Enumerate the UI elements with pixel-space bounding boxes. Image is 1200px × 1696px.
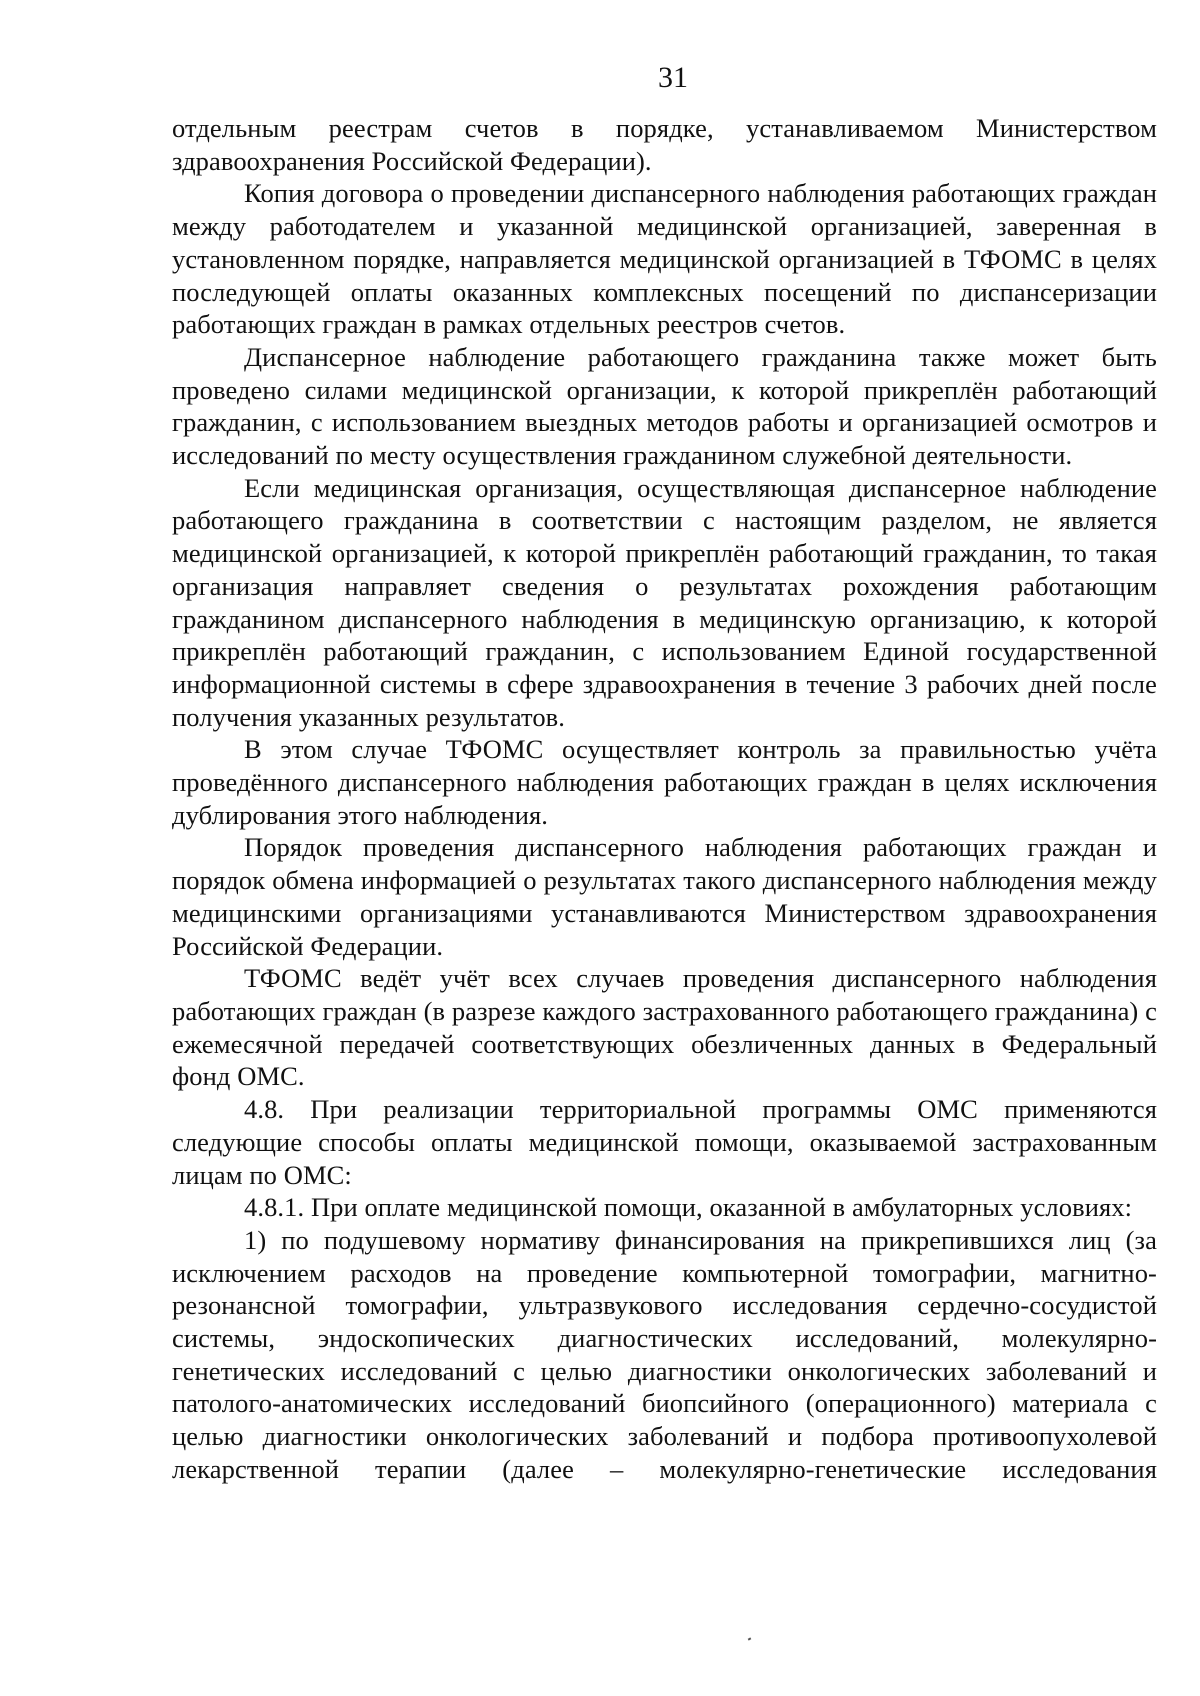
paragraph-contract-copy: Копия договора о проведении диспансерного наблюдения работающих граждан между работодателем и указанной медицинской организацией, заверенная в установленном порядке, направляется медицинской организацией в ТФОМС в целях последующей оплаты оказанных комплексных посещений по диспансеризации работающих граждан в рамках отдельных реестров счетов.: [172, 178, 1157, 340]
page-number: 31: [658, 61, 688, 94]
paragraph-tfoms-accounting: ТФОМС ведёт учёт всех случаев проведения диспансерного наблюдения работающих граждан (в разрезе каждого застрахованного работающего гражданина) с ежемесячной передачей соответствующих обезличенных данных в Федеральный фонд ОМС.: [172, 963, 1157, 1092]
paragraph-tfoms-control: В этом случае ТФОМС осуществляет контроль за правильностью учёта проведённого диспансерного наблюдения работающих граждан в целях исключения дублирования этого наблюдения.: [172, 734, 1157, 830]
paragraph-observation-by-attached-org: Диспансерное наблюдение работающего гражданина также может быть проведено силами медицинской организации, к которой прикреплён работающий гражданин, с использованием выездных методов работы и организацией осмотров и исследований по месту осуществления гражданином служебной деятельности.: [172, 341, 1157, 471]
paragraph-section-4-8: 4.8. При реализации территориальной программы ОМС применяются следующие способы оплаты медицинской помощи, оказываемой застрахованным лицам по ОМС:: [172, 1094, 1157, 1190]
paragraph-item-1: 1) по подушевому нормативу финансирования на прикрепившихся лиц (за исключением расходов на проведение компьютерной томографии, магнитно-резонансной томографии, ультразвукового исследования сердечно-сосудистой системы, эндоскопических диагностических исследований, молекулярно-генетических исследований с целью диагностики онкологических заболеваний и патолого-анатомических исследований биопсийного (операционного) материала с целью диагностики онкологических заболеваний и подбора противоопухолевой лекарственной терапии (далее – молекулярно-генетические исследования: [172, 1224, 1157, 1484]
paragraph-section-4-8-1: 4.8.1. При оплате медицинской помощи, оказанной в амбулаторных условиях:: [244, 1192, 1133, 1223]
document-body: [172, 112, 1157, 1486]
scan-speck: [748, 1637, 752, 1640]
paragraph-continuation: отдельным реестрам счетов в порядке, устанавливаемом Министерством здравоохранения Российской Федерации).: [172, 113, 1157, 176]
paragraph-results-transfer: Если медицинская организация, осуществляющая диспансерное наблюдение работающего гражданина в соответствии с настоящим разделом, не является медицинской организацией, к которой прикреплён работающий гражданин, то такая организация направляет сведения о результатах рохождения работающим гражданином диспансерного наблюдения в медицинскую организацию, к которой прикреплён работающий гражданин, с использованием Единой государственной информационной системы в сфере здравоохранения в течение 3 рабочих дней после получения указанных результатов.: [172, 472, 1157, 732]
paragraph-procedure: Порядок проведения диспансерного наблюдения работающих граждан и порядок обмена информацией о результатах такого диспансерного наблюдения между медицинскими организациями устанавливаются Министерством здравоохранения Российской Федерации.: [172, 832, 1157, 961]
